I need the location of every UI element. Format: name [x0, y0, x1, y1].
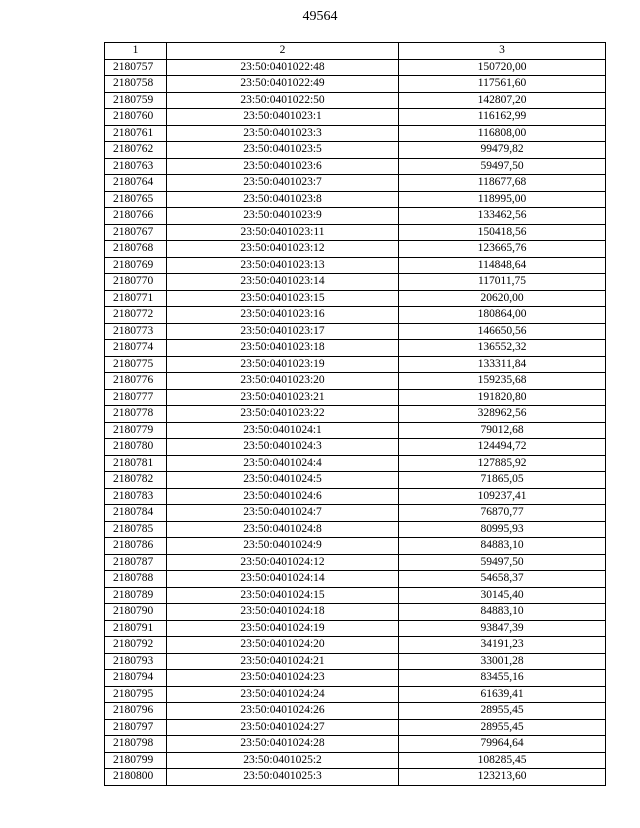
table-row	[105, 587, 606, 604]
table-row	[105, 719, 606, 736]
row-number-cell: 2180792	[105, 637, 167, 654]
row-number-cell: 2180763	[105, 158, 167, 175]
table-row	[105, 571, 606, 588]
value-cell: 150418,56	[399, 224, 606, 241]
row-number-cell: 2180786	[105, 538, 167, 555]
value-cell: 127885,92	[399, 455, 606, 472]
value-cell: 116808,00	[399, 125, 606, 142]
cadastral-number-cell: 23:50:0401024:8	[167, 521, 399, 538]
table-row	[105, 538, 606, 555]
value-cell: 133311,84	[399, 356, 606, 373]
cadastral-number-cell: 23:50:0401024:14	[167, 571, 399, 588]
value-cell: 20620,00	[399, 290, 606, 307]
row-number-cell: 2180776	[105, 373, 167, 390]
cadastral-number-cell: 23:50:0401023:8	[167, 191, 399, 208]
cadastral-number-cell: 23:50:0401024:3	[167, 439, 399, 456]
value-cell: 79012,68	[399, 422, 606, 439]
column-header-2: 2	[167, 43, 399, 60]
row-number-cell: 2180771	[105, 290, 167, 307]
cadastral-number-cell: 23:50:0401023:1	[167, 109, 399, 126]
table-row	[105, 175, 606, 192]
row-number-cell: 2180768	[105, 241, 167, 258]
table-body	[105, 59, 606, 785]
cadastral-number-cell: 23:50:0401024:23	[167, 670, 399, 687]
value-cell: 150720,00	[399, 59, 606, 76]
cadastral-number-cell: 23:50:0401024:24	[167, 686, 399, 703]
row-number-cell: 2180766	[105, 208, 167, 225]
table-row	[105, 703, 606, 720]
value-cell: 99479,82	[399, 142, 606, 159]
table-row	[105, 257, 606, 274]
value-cell: 71865,05	[399, 472, 606, 489]
cadastral-number-cell: 23:50:0401023:13	[167, 257, 399, 274]
row-number-cell: 2180783	[105, 488, 167, 505]
table-row	[105, 488, 606, 505]
table-row	[105, 109, 606, 126]
cadastral-number-cell: 23:50:0401024:12	[167, 554, 399, 571]
cadastral-number-cell: 23:50:0401023:18	[167, 340, 399, 357]
value-cell: 59497,50	[399, 554, 606, 571]
row-number-cell: 2180759	[105, 92, 167, 109]
row-number-cell: 2180764	[105, 175, 167, 192]
table-row	[105, 356, 606, 373]
cadastral-number-cell: 23:50:0401022:50	[167, 92, 399, 109]
cadastral-number-cell: 23:50:0401024:20	[167, 637, 399, 654]
cadastral-number-cell: 23:50:0401023:15	[167, 290, 399, 307]
table-row	[105, 340, 606, 357]
value-cell: 191820,80	[399, 389, 606, 406]
row-number-cell: 2180793	[105, 653, 167, 670]
table-row	[105, 290, 606, 307]
value-cell: 84883,10	[399, 538, 606, 555]
cadastral-number-cell: 23:50:0401024:4	[167, 455, 399, 472]
value-cell: 76870,77	[399, 505, 606, 522]
row-number-cell: 2180761	[105, 125, 167, 142]
value-cell: 116162,99	[399, 109, 606, 126]
table-row	[105, 307, 606, 324]
column-header-3: 3	[399, 43, 606, 60]
value-cell: 33001,28	[399, 653, 606, 670]
table-row	[105, 472, 606, 489]
value-cell: 142807,20	[399, 92, 606, 109]
row-number-cell: 2180798	[105, 736, 167, 753]
row-number-cell: 2180778	[105, 406, 167, 423]
row-number-cell: 2180767	[105, 224, 167, 241]
cadastral-number-cell: 23:50:0401022:49	[167, 76, 399, 93]
row-number-cell: 2180777	[105, 389, 167, 406]
row-number-cell: 2180791	[105, 620, 167, 637]
value-cell: 59497,50	[399, 158, 606, 175]
row-number-cell: 2180797	[105, 719, 167, 736]
cadastral-number-cell: 23:50:0401023:7	[167, 175, 399, 192]
value-cell: 108285,45	[399, 752, 606, 769]
value-cell: 109237,41	[399, 488, 606, 505]
cadastral-number-cell: 23:50:0401023:11	[167, 224, 399, 241]
table-row	[105, 505, 606, 522]
value-cell: 118677,68	[399, 175, 606, 192]
table-row	[105, 554, 606, 571]
row-number-cell: 2180795	[105, 686, 167, 703]
page-number: 49564	[302, 9, 338, 24]
row-number-cell: 2180757	[105, 59, 167, 76]
table-row	[105, 752, 606, 769]
table-row	[105, 208, 606, 225]
value-cell: 54658,37	[399, 571, 606, 588]
cadastral-number-cell: 23:50:0401025:3	[167, 769, 399, 786]
table-row	[105, 323, 606, 340]
table-row	[105, 670, 606, 687]
row-number-cell: 2180774	[105, 340, 167, 357]
cadastral-number-cell: 23:50:0401023:19	[167, 356, 399, 373]
cadastral-number-cell: 23:50:0401024:18	[167, 604, 399, 621]
cadastral-number-cell: 23:50:0401024:15	[167, 587, 399, 604]
row-number-cell: 2180790	[105, 604, 167, 621]
row-number-cell: 2180782	[105, 472, 167, 489]
table-row	[105, 604, 606, 621]
table-row	[105, 455, 606, 472]
table-row	[105, 389, 606, 406]
table-row	[105, 158, 606, 175]
value-cell: 124494,72	[399, 439, 606, 456]
value-cell: 136552,32	[399, 340, 606, 357]
table-row	[105, 274, 606, 291]
value-cell: 133462,56	[399, 208, 606, 225]
value-cell: 123665,76	[399, 241, 606, 258]
cadastral-number-cell: 23:50:0401023:12	[167, 241, 399, 258]
value-cell: 34191,23	[399, 637, 606, 654]
row-number-cell: 2180800	[105, 769, 167, 786]
table-row	[105, 769, 606, 786]
cadastral-number-cell: 23:50:0401024:27	[167, 719, 399, 736]
table-row	[105, 686, 606, 703]
row-number-cell: 2180760	[105, 109, 167, 126]
cadastral-number-cell: 23:50:0401024:5	[167, 472, 399, 489]
row-number-cell: 2180772	[105, 307, 167, 324]
table-row	[105, 142, 606, 159]
row-number-cell: 2180788	[105, 571, 167, 588]
cadastral-number-cell: 23:50:0401024:1	[167, 422, 399, 439]
table-row	[105, 125, 606, 142]
row-number-cell: 2180769	[105, 257, 167, 274]
cadastral-number-cell: 23:50:0401024:21	[167, 653, 399, 670]
row-number-cell: 2180796	[105, 703, 167, 720]
row-number-cell: 2180789	[105, 587, 167, 604]
cadastral-number-cell: 23:50:0401024:9	[167, 538, 399, 555]
cadastral-number-cell: 23:50:0401024:6	[167, 488, 399, 505]
table-row	[105, 191, 606, 208]
cadastral-number-cell: 23:50:0401023:21	[167, 389, 399, 406]
column-header-1: 1	[105, 43, 167, 60]
table-row	[105, 92, 606, 109]
value-cell: 328962,56	[399, 406, 606, 423]
cadastral-number-cell: 23:50:0401023:9	[167, 208, 399, 225]
table-row	[105, 653, 606, 670]
value-cell: 84883,10	[399, 604, 606, 621]
table-row	[105, 373, 606, 390]
cadastral-number-cell: 23:50:0401023:6	[167, 158, 399, 175]
data-table	[104, 42, 606, 786]
table-header-row	[105, 43, 606, 60]
row-number-cell: 2180780	[105, 439, 167, 456]
value-cell: 30145,40	[399, 587, 606, 604]
cadastral-number-cell: 23:50:0401023:20	[167, 373, 399, 390]
value-cell: 118995,00	[399, 191, 606, 208]
cadastral-number-cell: 23:50:0401022:48	[167, 59, 399, 76]
value-cell: 159235,68	[399, 373, 606, 390]
value-cell: 28955,45	[399, 703, 606, 720]
table-row	[105, 406, 606, 423]
row-number-cell: 2180784	[105, 505, 167, 522]
value-cell: 79964,64	[399, 736, 606, 753]
value-cell: 123213,60	[399, 769, 606, 786]
cadastral-number-cell: 23:50:0401023:17	[167, 323, 399, 340]
cadastral-number-cell: 23:50:0401024:28	[167, 736, 399, 753]
value-cell: 93847,39	[399, 620, 606, 637]
row-number-cell: 2180799	[105, 752, 167, 769]
table-row	[105, 241, 606, 258]
row-number-cell: 2180762	[105, 142, 167, 159]
value-cell: 117011,75	[399, 274, 606, 291]
table-row	[105, 521, 606, 538]
row-number-cell: 2180785	[105, 521, 167, 538]
row-number-cell: 2180794	[105, 670, 167, 687]
table-row	[105, 59, 606, 76]
table-row	[105, 620, 606, 637]
value-cell: 28955,45	[399, 719, 606, 736]
row-number-cell: 2180773	[105, 323, 167, 340]
row-number-cell: 2180779	[105, 422, 167, 439]
table-row	[105, 224, 606, 241]
cadastral-number-cell: 23:50:0401024:7	[167, 505, 399, 522]
row-number-cell: 2180775	[105, 356, 167, 373]
table-row	[105, 736, 606, 753]
value-cell: 117561,60	[399, 76, 606, 93]
value-cell: 146650,56	[399, 323, 606, 340]
cadastral-number-cell: 23:50:0401023:16	[167, 307, 399, 324]
cadastral-number-cell: 23:50:0401023:22	[167, 406, 399, 423]
cadastral-number-cell: 23:50:0401023:3	[167, 125, 399, 142]
row-number-cell: 2180787	[105, 554, 167, 571]
row-number-cell: 2180770	[105, 274, 167, 291]
cadastral-number-cell: 23:50:0401025:2	[167, 752, 399, 769]
cadastral-number-cell: 23:50:0401024:26	[167, 703, 399, 720]
value-cell: 61639,41	[399, 686, 606, 703]
value-cell: 80995,93	[399, 521, 606, 538]
row-number-cell: 2180758	[105, 76, 167, 93]
row-number-cell: 2180765	[105, 191, 167, 208]
value-cell: 114848,64	[399, 257, 606, 274]
table-row	[105, 439, 606, 456]
cadastral-number-cell: 23:50:0401023:5	[167, 142, 399, 159]
table-row	[105, 637, 606, 654]
value-cell: 180864,00	[399, 307, 606, 324]
table-row	[105, 76, 606, 93]
table-row	[105, 422, 606, 439]
row-number-cell: 2180781	[105, 455, 167, 472]
cadastral-number-cell: 23:50:0401024:19	[167, 620, 399, 637]
cadastral-number-cell: 23:50:0401023:14	[167, 274, 399, 291]
value-cell: 83455,16	[399, 670, 606, 687]
